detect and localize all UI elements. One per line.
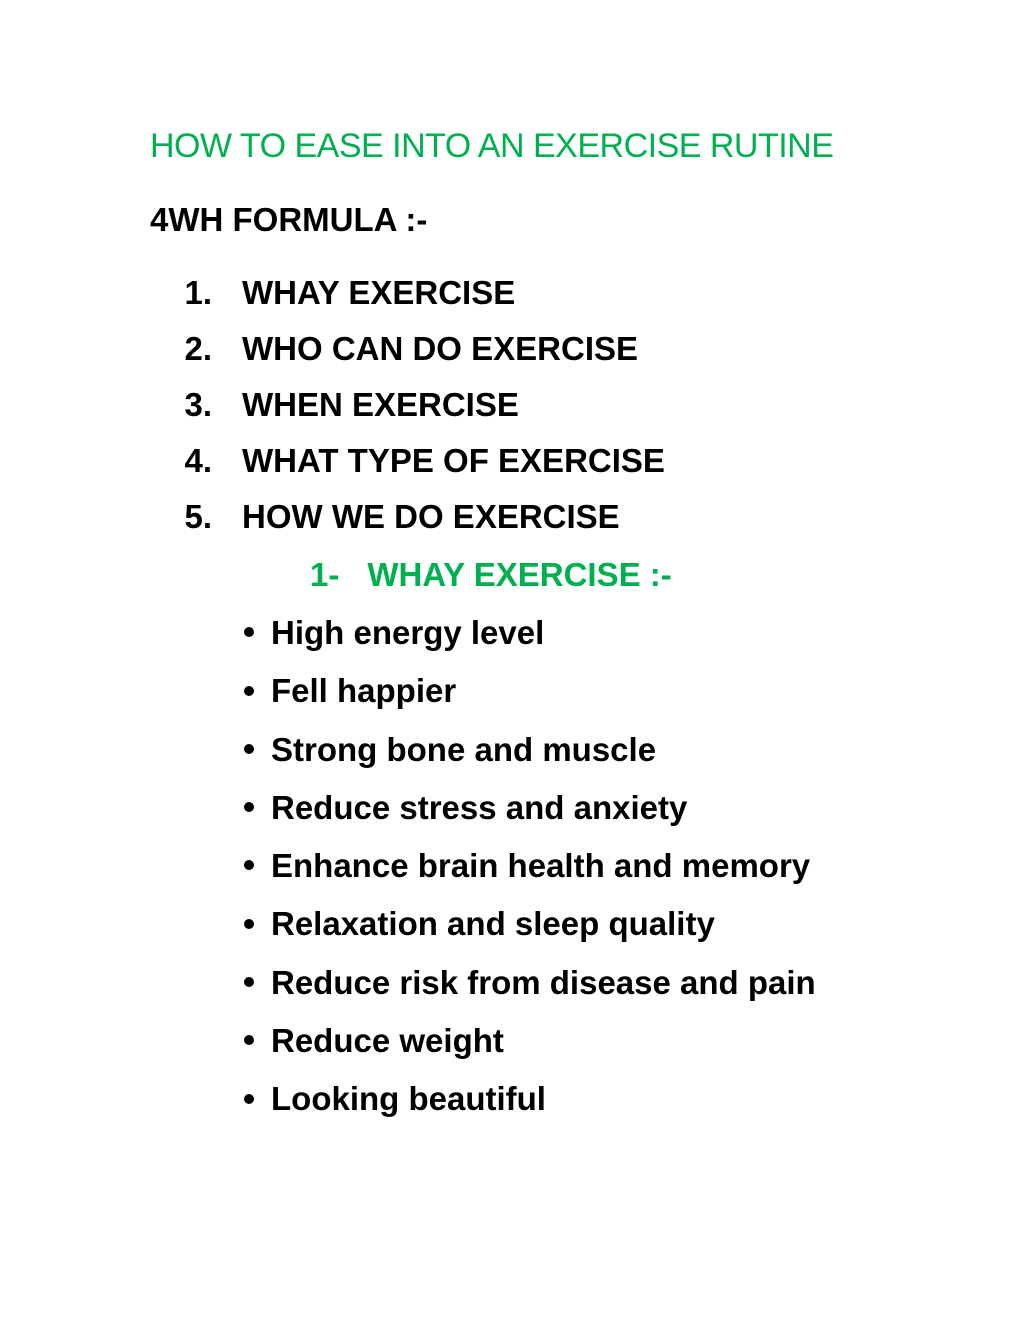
list-item-number: 2. xyxy=(184,330,212,367)
bullet-text: Reduce risk from disease and pain xyxy=(271,963,816,1001)
bullet-item xyxy=(240,668,816,726)
bullet-item xyxy=(240,727,816,785)
bullet-dot-icon xyxy=(244,860,254,870)
bullet-dot-icon xyxy=(244,627,254,637)
bullet-item xyxy=(240,610,816,668)
bullet-dot-icon xyxy=(244,802,254,812)
list-item-number: 3. xyxy=(184,386,212,423)
formula-list xyxy=(150,270,665,550)
list-item-number: 5. xyxy=(184,498,212,535)
list-item-number: 4. xyxy=(184,442,212,479)
bullet-item xyxy=(240,960,816,1018)
list-item xyxy=(150,326,665,382)
bullet-item xyxy=(240,843,816,901)
bullet-text: High energy level xyxy=(271,614,545,651)
bullet-text: Strong bone and muscle xyxy=(271,730,657,768)
bullet-item xyxy=(240,1076,816,1134)
section-number: 1- xyxy=(310,556,340,593)
bullet-text: Looking beautiful xyxy=(271,1080,546,1118)
bullet-text: Enhance brain health and memory xyxy=(271,847,811,885)
list-item-number: 1. xyxy=(184,274,212,311)
bullet-item xyxy=(240,1018,816,1076)
bullet-dot-icon xyxy=(244,744,254,754)
list-item xyxy=(150,494,665,550)
list-item xyxy=(150,438,665,494)
bullet-dot-icon xyxy=(244,686,254,696)
bullet-item xyxy=(240,785,816,843)
bullet-dot-icon xyxy=(244,919,254,929)
list-item-text: HOW WE DO EXERCISE xyxy=(242,498,620,535)
bullet-text: Fell happier xyxy=(271,672,457,710)
list-item-text: WHAY EXERCISE xyxy=(242,274,516,311)
bullet-text: Relaxation and sleep quality xyxy=(271,905,715,943)
formula-heading: 4WH FORMULA :- xyxy=(150,201,428,238)
list-item xyxy=(150,382,665,438)
list-item-text: WHAT TYPE OF EXERCISE xyxy=(242,442,665,479)
bullet-text: Reduce stress and anxiety xyxy=(271,788,688,826)
bullet-dot-icon xyxy=(244,1035,254,1045)
bullet-item xyxy=(240,901,816,959)
document-title: HOW TO EASE INTO AN EXERCISE RUTINE xyxy=(150,127,834,165)
section-heading xyxy=(310,552,672,598)
bullet-dot-icon xyxy=(244,977,254,987)
bullet-text: Reduce weight xyxy=(271,1022,504,1060)
list-item-text: WHEN EXERCISE xyxy=(242,386,519,423)
bullet-dot-icon xyxy=(244,1094,254,1104)
list-item-text: WHO CAN DO EXERCISE xyxy=(242,330,639,367)
list-item xyxy=(150,270,665,326)
benefits-list xyxy=(240,610,816,1135)
section-heading-text: WHAY EXERCISE :- xyxy=(367,556,672,593)
